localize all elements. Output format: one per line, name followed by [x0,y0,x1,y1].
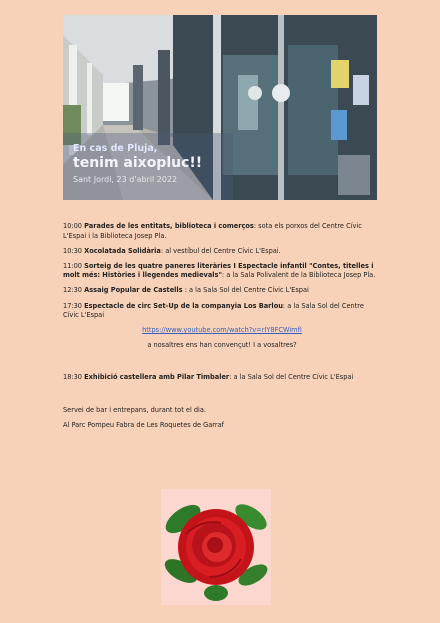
program-item: 18:30 Exhibició castellera amb Pilar Timbaler: a la Sala Sol del Centre Cívic L'Espai [63,373,354,382]
program-item: 12:30 Assaig Popular de Castells : a la Sala Sol del Centre Cívic L'Espai [63,286,309,295]
program-item: 10:00 Parades de les entitats, biblioteca i comerços: sota els porxos del Centre Cívic L'Espai i la Biblioteca Josep Pla. [63,222,362,240]
hero-subtitle: En cas de Pluja, [73,143,158,154]
venue-note: Al Parc Pompeu Fabra de Les Roquetes de Garraf [63,420,224,429]
question-text: a nosaltres ens han convençut! I a vosaltres? [147,341,297,350]
crochet-rose-graphic [161,489,271,605]
bar-service-note: Servei de bar i entrepans, durant tot el dia. [63,405,207,414]
rose-image [161,489,271,605]
hero-date: Sant Jordi, 23 d'abril 2022 [73,175,178,184]
program-item: 17:30 Espectacle de circ Set-Up de la companyia Los Barlou: a la Sala Sol del Centre Cívic L'Espai [63,301,364,320]
hero-title: tenim aixopluc!! [73,155,203,171]
program-item: 10:30 Xocolatada Solidària: al vestíbul del Centre Cívic L'Espai. [63,246,281,255]
hero-caption [73,143,202,184]
video-link[interactable]: https://www.youtube.com/watch?v=rIY8FCWimfI [142,326,302,335]
video-link-row [63,326,381,336]
hero-photo [63,15,377,200]
program-list [63,222,381,436]
program-item: 11:00 Sorteig de les quatre paneres literàries I Espectacle infantil "Contes, titelles i molt més: Històries i llegendes medievals": a la Sala Polivalent de la Biblioteca Josep Pla. [63,261,376,280]
